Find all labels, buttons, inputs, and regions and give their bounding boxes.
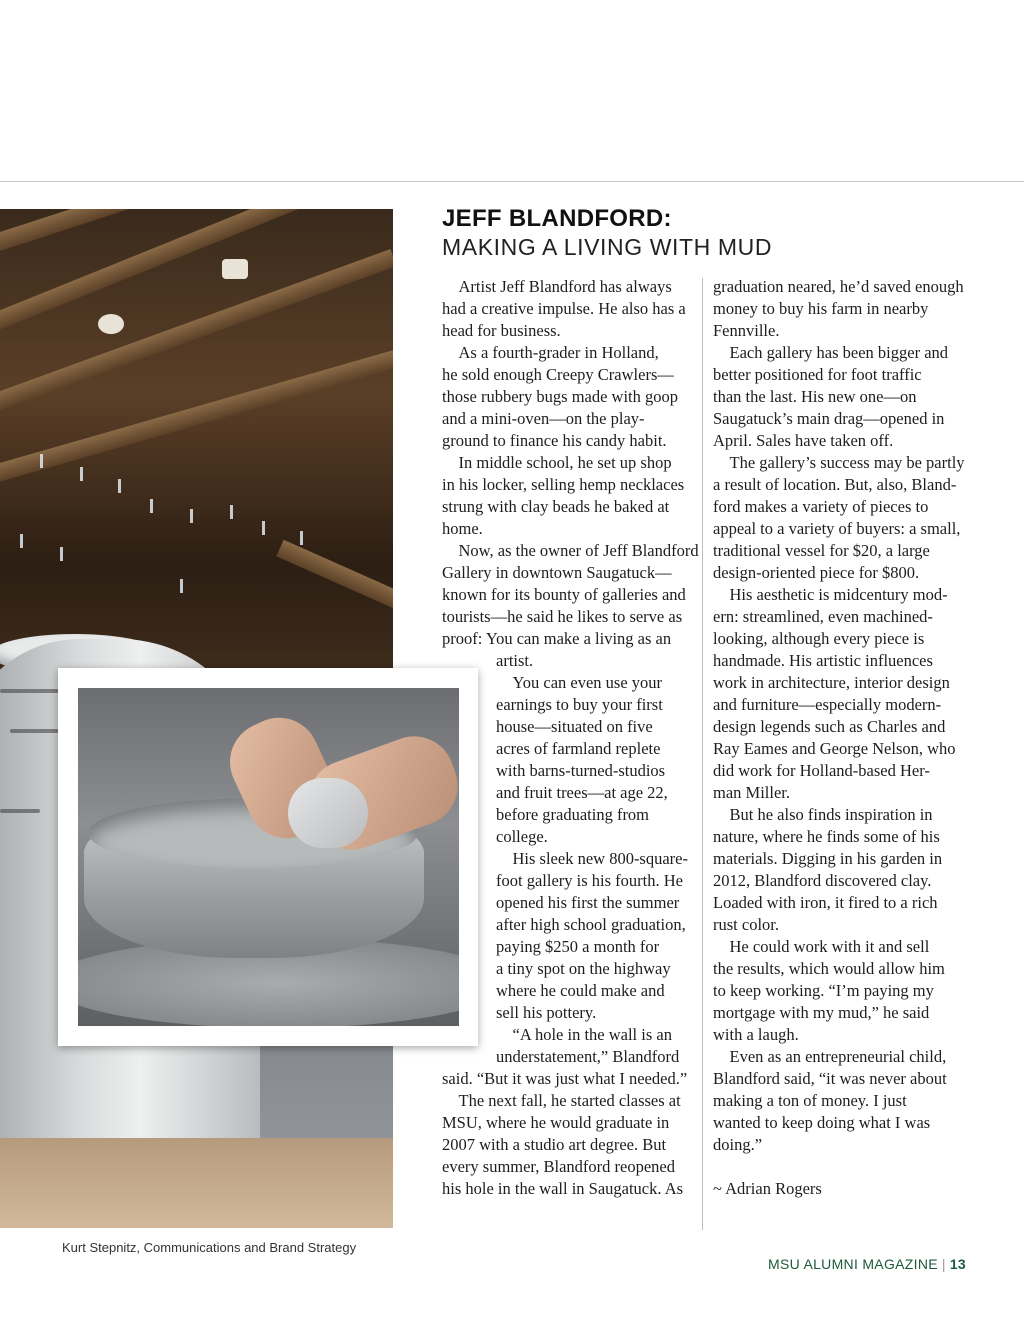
article-line: wanted to keep doing what I was: [713, 1113, 931, 1132]
article-line: Each gallery has been bigger and: [713, 343, 949, 362]
article-column-right: [713, 276, 968, 1200]
footer-separator: |: [941, 1256, 946, 1272]
article-line: paying $250 a month for: [496, 937, 660, 956]
publication-name: MSU ALUMNI MAGAZINE: [768, 1256, 938, 1272]
article-line: Fennville.: [713, 321, 780, 340]
article-headline: JEFF BLANDFORD:: [442, 205, 672, 232]
article-line: better positioned for foot traffic: [713, 365, 922, 384]
article-line: ern: streamlined, even machined-: [713, 607, 933, 626]
article-line: earnings to buy your first: [496, 695, 663, 714]
article-line: foot gallery is his fourth. He: [496, 871, 683, 890]
article-line: house—situated on five: [496, 717, 653, 736]
article-line: home.: [442, 519, 483, 538]
article-line: Blandford said, “it was never about: [713, 1069, 947, 1088]
article-line: proof: You can make a living as an: [442, 629, 672, 648]
article-line: “A hole in the wall is an: [496, 1025, 672, 1044]
article-line: artist.: [496, 651, 534, 670]
article-line: every summer, Blandford reopened: [442, 1157, 676, 1176]
article-line: His sleek new 800-square-: [496, 849, 688, 868]
article-line: he sold enough Creepy Crawlers—: [442, 365, 674, 384]
article-line: graduation neared, he’d saved enough: [713, 277, 964, 296]
article-line: had a creative impulse. He also has a: [442, 299, 686, 318]
article-line: ~ Adrian Rogers: [713, 1179, 822, 1198]
article-line: opened his first the summer: [496, 893, 680, 912]
article-line: where he could make and: [496, 981, 665, 1000]
article-line: in his locker, selling hemp necklaces: [442, 475, 685, 494]
photo-credit: Kurt Stepnitz, Communications and Brand Strategy: [62, 1240, 357, 1255]
article-line: Ray Eames and George Nelson, who: [713, 739, 956, 758]
article-line: strung with clay beads he baked at: [442, 497, 670, 516]
article-line: ground to finance his candy habit.: [442, 431, 667, 450]
article-line: sell his pottery.: [496, 1003, 597, 1022]
article-line: man Miller.: [713, 783, 790, 802]
article-line: design-oriented piece for $800.: [713, 563, 920, 582]
article-line: before graduating from: [496, 805, 650, 824]
page-number: 13: [949, 1256, 966, 1272]
article-line: rust color.: [713, 915, 779, 934]
article-line: 2007 with a studio art degree. But: [442, 1135, 667, 1154]
article-line: appeal to a variety of buyers: a small,: [713, 519, 961, 538]
article-line: Even as an entrepreneurial child,: [713, 1047, 947, 1066]
article-line: and furniture—especially modern-: [713, 695, 942, 714]
article-line: acres of farmland replete: [496, 739, 661, 758]
article-line: known for its bounty of galleries and: [442, 585, 686, 604]
article-line: mortgage with my mud,” he said: [713, 1003, 930, 1022]
column-divider: [702, 278, 703, 1230]
article-line: The next fall, he started classes at: [442, 1091, 681, 1110]
article-column-left: [442, 276, 699, 1200]
article-line: making a ton of money. I just: [713, 1091, 907, 1110]
article-line: nature, where he finds some of his: [713, 827, 940, 846]
article-line: The gallery’s success may be partly: [713, 453, 965, 472]
article-line: MSU, where he would graduate in: [442, 1113, 670, 1132]
article-line: a tiny spot on the highway: [496, 959, 671, 978]
article-line: than the last. His new one—on: [713, 387, 917, 406]
article-line: handmade. His artistic influences: [713, 651, 933, 670]
article-line: understatement,” Blandford: [496, 1047, 680, 1066]
article-line: tourists—he said he likes to serve as: [442, 607, 683, 626]
article-line: those rubbery bugs made with goop: [442, 387, 679, 406]
article-line: But he also finds inspiration in: [713, 805, 933, 824]
article-line: with barns-turned-studios: [496, 761, 666, 780]
article-line: a result of location. But, also, Bland-: [713, 475, 957, 494]
article-line: materials. Digging in his garden in: [713, 849, 943, 868]
article-line: with a laugh.: [713, 1025, 799, 1044]
article-line: You can even use your: [496, 673, 663, 692]
article-line: said. “But it was just what I needed.”: [442, 1069, 688, 1088]
article-line: Now, as the owner of Jeff Blandford: [442, 541, 699, 560]
article-line: ford makes a variety of pieces to: [713, 497, 929, 516]
article-line: traditional vessel for $20, a large: [713, 541, 930, 560]
page-footer: [768, 1256, 966, 1272]
article-line: Gallery in downtown Saugatuck—: [442, 563, 672, 582]
article-line: head for business.: [442, 321, 561, 340]
article-line: doing.”: [713, 1135, 763, 1154]
article-line: money to buy his farm in nearby: [713, 299, 929, 318]
article-line: Saugatuck’s main drag—opened in: [713, 409, 945, 428]
article-subhead: MAKING A LIVING WITH MUD: [442, 234, 773, 260]
article-line: after high school graduation,: [496, 915, 686, 934]
article-line: his hole in the wall in Saugatuck. As: [442, 1179, 684, 1198]
article-line: In middle school, he set up shop: [442, 453, 672, 472]
article-line: college.: [496, 827, 548, 846]
article-line: to keep working. “I’m paying my: [713, 981, 934, 1000]
top-rule: [0, 181, 1024, 182]
article-line: looking, although every piece is: [713, 629, 925, 648]
article-line: Loaded with iron, it fired to a rich: [713, 893, 938, 912]
article-line: Artist Jeff Blandford has always: [442, 277, 672, 296]
pottery-wheel-photo: [58, 668, 478, 1046]
article-line: April. Sales have taken off.: [713, 431, 894, 450]
article-line: As a fourth-grader in Holland,: [442, 343, 659, 362]
article-line: did work for Holland-based Her-: [713, 761, 930, 780]
article-line: and fruit trees—at age 22,: [496, 783, 668, 802]
article-line: and a mini-oven—on the play-: [442, 409, 645, 428]
article-line: the results, which would allow him: [713, 959, 945, 978]
article-line: work in architecture, interior design: [713, 673, 950, 692]
article-line: He could work with it and sell: [713, 937, 930, 956]
article-line: His aesthetic is midcentury mod-: [713, 585, 948, 604]
article-line: design legends such as Charles and: [713, 717, 946, 736]
article-line: 2012, Blandford discovered clay.: [713, 871, 932, 890]
article-line: [713, 1156, 968, 1178]
